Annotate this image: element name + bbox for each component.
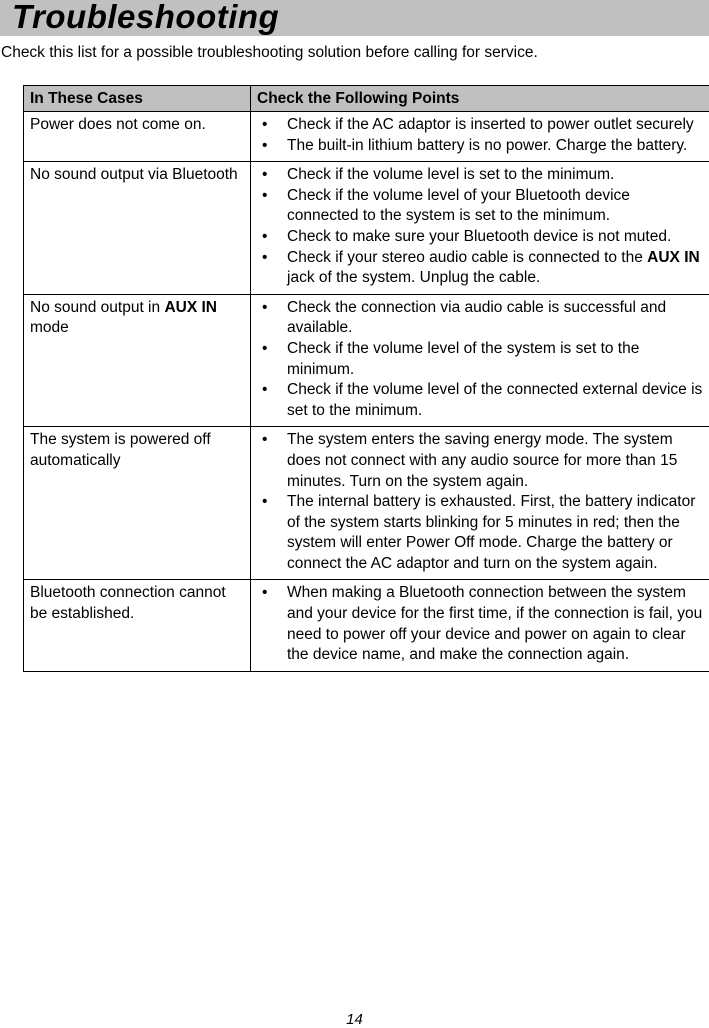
- table-row: [24, 294, 709, 427]
- header-points: Check the Following Points: [251, 86, 709, 112]
- points-list: [257, 430, 705, 574]
- aux-in-label: AUX IN: [164, 299, 217, 316]
- table-header-row: [24, 86, 709, 112]
- title-bar: [0, 0, 709, 36]
- case-text: The system is powered off automatically: [30, 431, 211, 469]
- case-text: No sound output via Bluetooth: [30, 166, 238, 183]
- point-item: • The system enters the saving energy mode. The system does not connect with any audio source for more than 15 minutes. Turn on the system again.: [257, 430, 705, 492]
- point-item: • Check to make sure your Bluetooth device is not muted.: [257, 227, 705, 248]
- intro-text: Check this list for a possible troubleshooting solution before calling for service.: [1, 43, 538, 63]
- case-cell: No sound output in AUX IN mode: [24, 294, 251, 427]
- aux-in-label: AUX IN: [647, 249, 700, 266]
- table-row: [24, 112, 709, 162]
- points-cell: [251, 112, 709, 162]
- point-item: • Check if the volume level of the connected external device is set to the minimum.: [257, 380, 705, 421]
- points-list: [257, 298, 705, 422]
- page-title: Troubleshooting: [12, 0, 279, 37]
- case-cell: [24, 580, 251, 671]
- points-list: [257, 583, 705, 665]
- point-item: • Check if the volume level is set to the minimum.: [257, 165, 705, 186]
- case-cell: [24, 112, 251, 162]
- points-list: [257, 115, 705, 156]
- case-cell: [24, 427, 251, 580]
- point-item: • Check if the AC adaptor is inserted to power outlet securely: [257, 115, 705, 136]
- case-text: Power does not come on.: [30, 116, 206, 133]
- point-item: • Check if your stereo audio cable is connected to the AUX IN jack of the system. Unplug the cable.: [257, 248, 705, 289]
- case-cell: [24, 162, 251, 295]
- points-cell: [251, 427, 709, 580]
- point-item: • Check if the volume level of the system is set to the minimum.: [257, 339, 705, 380]
- point-item: • When making a Bluetooth connection between the system and your device for the first time, if the connection is fail, you need to power off your device and power on again to clear the device name, and make the connection again.: [257, 583, 705, 665]
- header-cases: In These Cases: [24, 86, 251, 112]
- table-row: [24, 162, 709, 295]
- case-text: Bluetooth connection cannot be established.: [30, 584, 226, 622]
- points-cell: [251, 580, 709, 671]
- points-cell: [251, 162, 709, 295]
- points-list: [257, 165, 705, 289]
- page-number: 14: [0, 1011, 709, 1028]
- point-item: • The internal battery is exhausted. First, the battery indicator of the system starts blinking for 5 minutes in red; then the system will enter Power Off mode. Charge the battery or connect the AC adaptor and turn on the system again.: [257, 492, 705, 574]
- troubleshooting-table: [23, 85, 709, 672]
- point-item: • The built-in lithium battery is no power. Charge the battery.: [257, 136, 705, 157]
- table-row: [24, 580, 709, 671]
- table-row: [24, 427, 709, 580]
- points-cell: [251, 294, 709, 427]
- point-item: • Check the connection via audio cable is successful and available.: [257, 298, 705, 339]
- point-item: • Check if the volume level of your Bluetooth device connected to the system is set to the minimum.: [257, 186, 705, 227]
